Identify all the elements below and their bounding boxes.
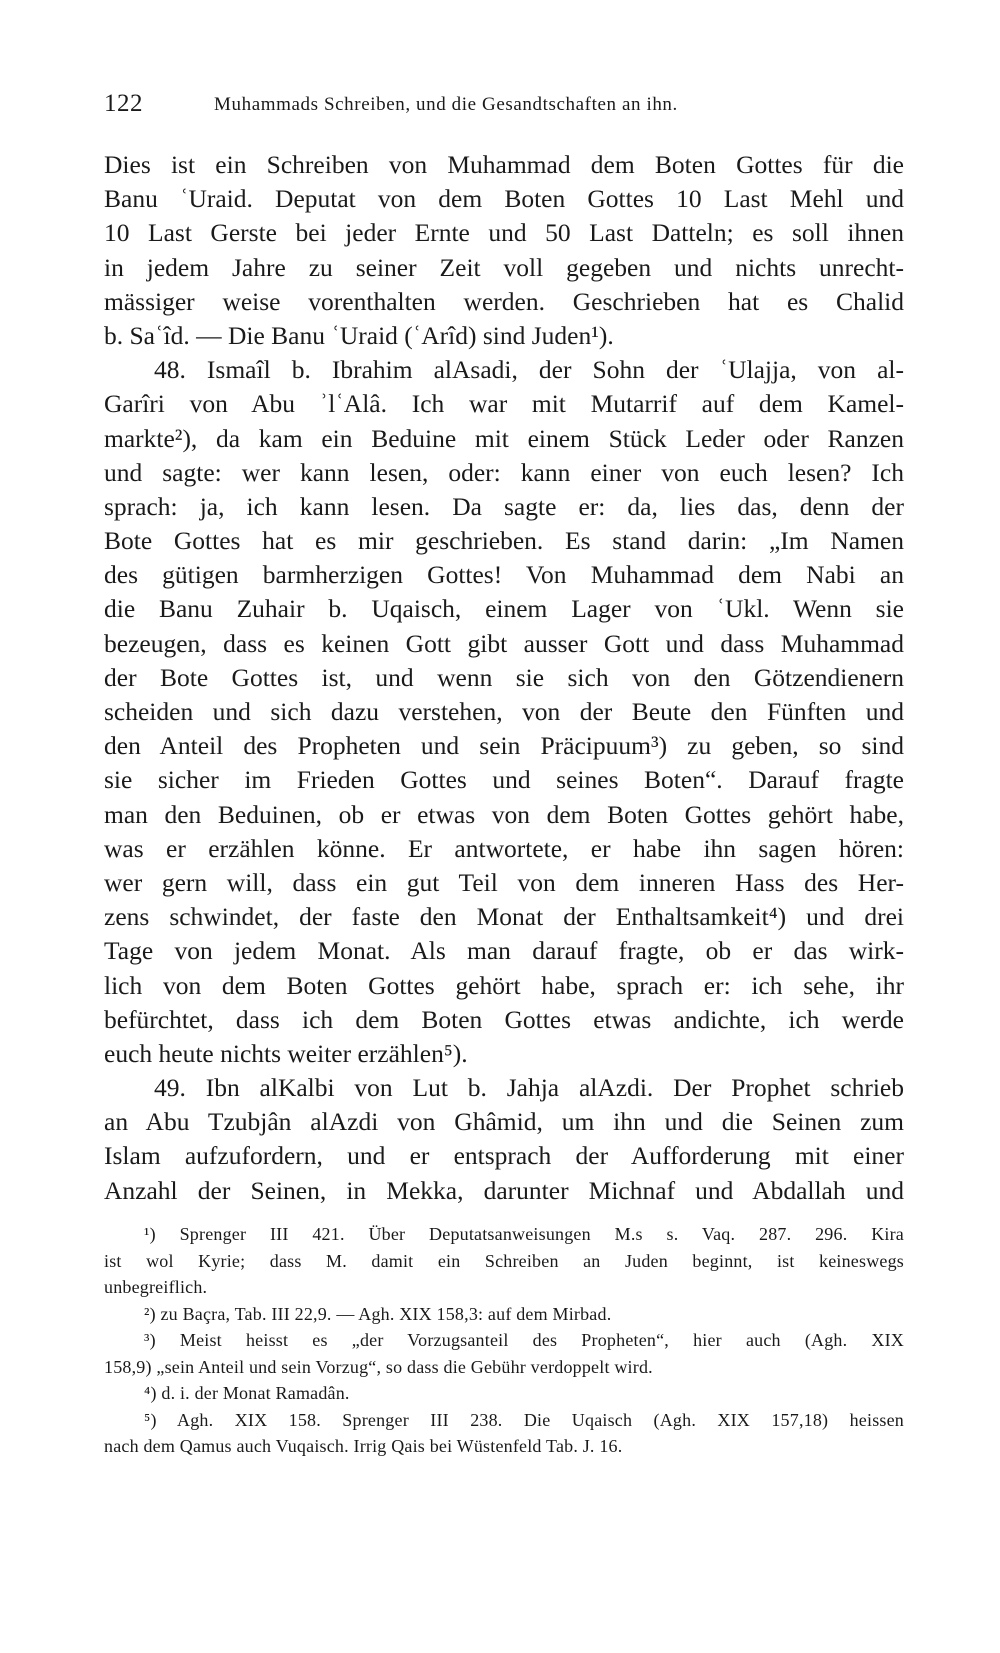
text-line: Islam aufzufordern, und er entsprach der Aufforderung mit einer bbox=[104, 1141, 904, 1171]
footnotes bbox=[104, 1221, 904, 1460]
text-line: den Anteil des Propheten und sein Präcipuum³) zu geben, so sind bbox=[104, 731, 904, 761]
text-line: sie sicher im Frieden Gottes und seines Boten“. Darauf fragte bbox=[104, 765, 904, 795]
text-line: b. Saʿîd. — Die Banu ʿUraid (ʿArîd) sind Juden¹). bbox=[104, 320, 614, 350]
text-line: des gütigen barmherzigen Gottes! Von Muhammad dem Nabi an bbox=[104, 560, 904, 590]
text-line: befürchtet, dass ich dem Boten Gottes etwas andichte, ich werde bbox=[104, 1004, 904, 1034]
body-text bbox=[104, 148, 904, 1208]
text-line: Dies ist ein Schreiben von Muhammad dem Boten Gottes für die bbox=[104, 150, 904, 179]
text-line: man den Beduinen, ob er etwas von dem Boten Gottes gehört habe, bbox=[104, 799, 904, 829]
text-line: scheiden und sich dazu verstehen, von der Beute den Fünften und bbox=[104, 697, 904, 726]
text-line: Banu ʿUraid. Deputat von dem Boten Gottes 10 Last Mehl und bbox=[104, 184, 904, 214]
text-line: euch heute nichts weiter erzählen⁵). bbox=[104, 1038, 468, 1068]
text-line: der Bote Gottes ist, und wenn sie sich von den Götzendienern bbox=[104, 662, 904, 692]
text-line: mässiger weise vorenthalten werden. Geschrieben hat es Chalid bbox=[104, 286, 904, 316]
text-line: 48. Ismaîl b. Ibrahim alAsadi, der Sohn der ʿUlajja, von al- bbox=[154, 355, 904, 385]
running-title: Muhammads Schreiben, und die Gesandtschaften an ihn. bbox=[214, 94, 678, 115]
text-line: die Banu Zuhair b. Uqaisch, einem Lager von ʿUkl. Wenn sie bbox=[104, 594, 904, 624]
page-number: 122 bbox=[104, 90, 143, 117]
text-line: in jedem Jahre zu seiner Zeit voll gegeben und nichts unrecht- bbox=[104, 252, 904, 282]
footnote-line: unbegreiflich. bbox=[104, 1277, 208, 1297]
page-header bbox=[104, 90, 904, 124]
text-line: sprach: ja, ich kann lesen. Da sagte er: da, lies das, denn der bbox=[104, 491, 904, 521]
text-line: 49. Ibn alKalbi von Lut b. Jahja alAzdi. Der Prophet schrieb bbox=[154, 1073, 904, 1103]
text-line: was er erzählen könne. Er antwortete, er habe ihn sagen hören: bbox=[104, 833, 904, 863]
text-line: Garîri von Abu ʾlʿAlâ. Ich war mit Mutarrif auf dem Kamel- bbox=[104, 389, 904, 419]
footnote-line: ³) Meist heisst es „der Vorzugsanteil des Propheten“, hier auch (Agh. XIX bbox=[144, 1330, 904, 1350]
footnote-line: ¹) Sprenger III 421. Über Deputatsanweisungen M.s s. Vaq. 287. 296. Kira bbox=[144, 1224, 904, 1244]
footnote-line: 158,9) „sein Anteil und sein Vorzug“, so dass die Gebühr verdoppelt wird. bbox=[104, 1356, 653, 1377]
footnote-line: ⁵) Agh. XIX 158. Sprenger III 238. Die Uqaisch (Agh. XIX 157,18) heissen bbox=[144, 1409, 904, 1430]
text-line: bezeugen, dass es keinen Gott gibt ausser Gott und dass Muhammad bbox=[104, 628, 904, 658]
text-line: Anzahl der Seinen, in Mekka, darunter Michnaf und Abdallah und bbox=[104, 1175, 904, 1205]
footnote-line: ⁴) d. i. der Monat Ramadân. bbox=[144, 1383, 350, 1403]
text-line: lich von dem Boten Gottes gehört habe, sprach er: ich sehe, ihr bbox=[104, 970, 904, 1000]
text-line: Tage von jedem Monat. Als man darauf fragte, ob er das wirk- bbox=[104, 936, 904, 966]
text-line: markte²), da kam ein Beduine mit einem Stück Leder oder Ranzen bbox=[104, 423, 904, 453]
text-line: zens schwindet, der faste den Monat der Enthaltsamkeit⁴) und drei bbox=[104, 902, 904, 932]
text-line: 10 Last Gerste bei jeder Ernte und 50 Last Datteln; es soll ihnen bbox=[104, 218, 904, 248]
footnote-line: nach dem Qamus auch Vuqaisch. Irrig Qais bei Wüstenfeld Tab. J. 16. bbox=[104, 1436, 623, 1456]
footnote-line: ²) zu Baçra, Tab. III 22,9. — Agh. XIX 158,3: auf dem Mirbad. bbox=[144, 1303, 612, 1324]
footnote-line: ist wol Kyrie; dass M. damit ein Schreiben an Juden beginnt, ist keineswegs bbox=[104, 1250, 904, 1271]
text-line: und sagte: wer kann lesen, oder: kann einer von euch lesen? Ich bbox=[104, 457, 904, 487]
text-line: wer gern will, dass ein gut Teil von dem inneren Hass des Her- bbox=[104, 867, 904, 897]
text-line: an Abu Tzubjân alAzdi von Ghâmid, um ihn und die Seinen zum bbox=[104, 1107, 904, 1137]
text-line: Bote Gottes hat es mir geschrieben. Es stand darin: „Im Namen bbox=[104, 526, 904, 556]
